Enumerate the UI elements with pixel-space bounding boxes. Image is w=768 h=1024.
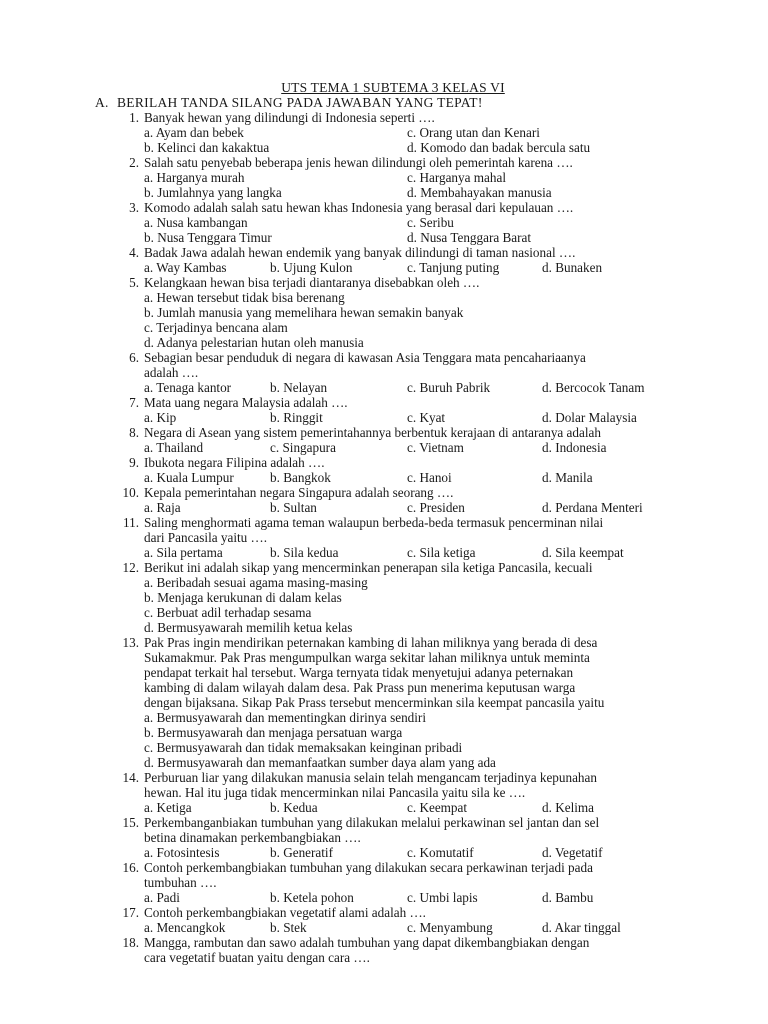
- answer-option[interactable]: a. Ayam dan bebek: [144, 125, 244, 140]
- question-number: 12.: [122, 560, 139, 575]
- question-number: 16.: [122, 860, 139, 875]
- answer-option[interactable]: c. Harganya mahal: [407, 170, 506, 185]
- answer-option[interactable]: b. Stek: [270, 920, 307, 935]
- answer-option[interactable]: b. Nusa Tenggara Timur: [144, 230, 272, 245]
- question-number: 15.: [122, 815, 139, 830]
- answer-option[interactable]: a. Kuala Lumpur: [144, 470, 234, 485]
- answer-option[interactable]: d. Komodo dan badak bercula satu: [407, 140, 591, 155]
- question-text-line: [0, 665, 768, 680]
- question-text: Salah satu penyebab beberapa jenis hewan dilindungi oleh pemerintah karena ….: [144, 155, 573, 170]
- answer-option[interactable]: c. Tanjung puting: [407, 260, 500, 275]
- answer-option[interactable]: c. Buruh Pabrik: [407, 380, 491, 395]
- question-number: 1.: [129, 110, 139, 125]
- answer-option[interactable]: b. Jumlahnya yang langka: [144, 185, 282, 200]
- answer-option[interactable]: c. Orang utan dan Kenari: [407, 125, 540, 140]
- answer-option[interactable]: a. Nusa kambangan: [144, 215, 248, 230]
- question-text-line: [0, 350, 768, 365]
- answer-option[interactable]: d. Bermusyawarah memilih ketua kelas: [144, 620, 353, 635]
- question-text: Negara di Asean yang sistem pemerintahannya berbentuk kerajaan di antaranya adalah: [144, 425, 601, 440]
- answer-options-row: [0, 890, 768, 905]
- question-text-line: [0, 935, 768, 950]
- question-text-line: [0, 875, 768, 890]
- question-item: [0, 635, 768, 770]
- question-text: Komodo adalah salah satu hewan khas Indonesia yang berasal dari kepulauan ….: [144, 200, 574, 215]
- question-text-line: [0, 530, 768, 545]
- answer-option[interactable]: a. Tenaga kantor: [144, 380, 232, 395]
- answer-options-row: [0, 500, 768, 515]
- answer-option[interactable]: b. Jumlah manusia yang memelihara hewan semakin banyak: [144, 305, 464, 320]
- question-text: betina dinamakan perkembangbiakan ….: [144, 830, 361, 845]
- answer-option[interactable]: b. Generatif: [270, 845, 333, 860]
- question-text-line: [0, 905, 768, 920]
- answer-option[interactable]: a. Harganya murah: [144, 170, 245, 185]
- question-number: 13.: [122, 635, 139, 650]
- answer-option[interactable]: b. Ketela pohon: [270, 890, 354, 905]
- question-text: Contoh perkembangbiakan tumbuhan yang dilakukan secara perkawinan terjadi pada: [144, 860, 593, 875]
- answer-option[interactable]: b. Sila kedua: [270, 545, 339, 560]
- answer-option[interactable]: d. Vegetatif: [542, 845, 603, 860]
- question-text-line: [0, 275, 768, 290]
- question-text-line: [0, 830, 768, 845]
- question-text-line: [0, 785, 768, 800]
- question-number: 3.: [129, 200, 139, 215]
- question-list: [0, 110, 768, 965]
- question-text: kambing di dalam wilayah dalam desa. Pak Prass pun menerima keputusan warga: [144, 680, 576, 695]
- answer-option[interactable]: c. Singapura: [270, 440, 336, 455]
- answer-option[interactable]: d. Manila: [542, 470, 593, 485]
- question-number: 18.: [122, 935, 139, 950]
- question-text: Pak Pras ingin mendirikan peternakan kambing di lahan miliknya yang berada di desa: [144, 635, 598, 650]
- answer-options-row: [0, 545, 768, 560]
- question-item: [0, 155, 768, 200]
- answer-option[interactable]: a. Mencangkok: [144, 920, 226, 935]
- answer-option[interactable]: a. Beribadah sesuai agama masing-masing: [144, 575, 368, 590]
- question-item: [0, 905, 768, 935]
- question-item: [0, 860, 768, 905]
- question-number: 6.: [129, 350, 139, 365]
- section-instruction: BERILAH TANDA SILANG PADA JAWABAN YANG TEPAT!: [117, 95, 483, 110]
- question-item: [0, 485, 768, 515]
- question-text: Banyak hewan yang dilindungi di Indonesia seperti ….: [144, 110, 435, 125]
- answer-options-row: [0, 140, 768, 155]
- answer-option[interactable]: c. Komutatif: [407, 845, 474, 860]
- answer-option[interactable]: c. Hanoi: [407, 470, 452, 485]
- answer-option[interactable]: d. Bunaken: [542, 260, 603, 275]
- question-text-line: [0, 770, 768, 785]
- question-number: 9.: [129, 455, 139, 470]
- question-number: 11.: [123, 515, 139, 530]
- answer-option[interactable]: c. Kyat: [407, 410, 446, 425]
- question-item: [0, 200, 768, 245]
- question-text: Mangga, rambutan dan sawo adalah tumbuhan yang dapat dikembangbiakan dengan: [144, 935, 590, 950]
- question-number: 5.: [129, 275, 139, 290]
- answer-option[interactable]: a. Ketiga: [144, 800, 192, 815]
- question-text-line: [0, 455, 768, 470]
- answer-option[interactable]: d. Membahayakan manusia: [407, 185, 552, 200]
- question-item: [0, 245, 768, 275]
- answer-option[interactable]: a. Sila pertama: [144, 545, 223, 560]
- answer-options-row: [0, 470, 768, 485]
- question-text-line: [0, 200, 768, 215]
- question-text-line: [0, 485, 768, 500]
- section-label: A.: [95, 95, 109, 110]
- answer-option[interactable]: b. Sultan: [270, 500, 317, 515]
- question-number: 17.: [122, 905, 139, 920]
- question-text: tumbuhan ….: [144, 875, 217, 890]
- question-text-line: [0, 560, 768, 575]
- answer-option[interactable]: c. Presiden: [407, 500, 465, 515]
- question-number: 10.: [122, 485, 139, 500]
- answer-options-row: [0, 440, 768, 455]
- answer-option[interactable]: c. Berbuat adil terhadap sesama: [144, 605, 312, 620]
- answer-options-row: [0, 125, 768, 140]
- answer-options-row: [0, 410, 768, 425]
- answer-option[interactable]: c. Seribu: [407, 215, 454, 230]
- answer-option[interactable]: d. Sila keempat: [542, 545, 624, 560]
- question-item: [0, 275, 768, 350]
- answer-option[interactable]: c. Umbi lapis: [407, 890, 478, 905]
- question-number: 2.: [129, 155, 139, 170]
- answer-option[interactable]: d. Bercocok Tanam: [542, 380, 645, 395]
- answer-option[interactable]: b. Bermusyawarah dan menjaga persatuan warga: [144, 725, 403, 740]
- answer-options-row: [0, 185, 768, 200]
- question-text: Perburuan liar yang dilakukan manusia selain telah mengancam terjadinya kepunahan: [144, 770, 597, 785]
- question-text-line: [0, 365, 768, 380]
- question-item: [0, 770, 768, 815]
- question-text: cara vegetatif buatan yaitu dengan cara ….: [144, 950, 370, 965]
- answer-options-row: [0, 380, 768, 395]
- answer-option[interactable]: b. Bangkok: [270, 470, 331, 485]
- answer-option[interactable]: c. Menyambung: [407, 920, 493, 935]
- question-text-line: [0, 425, 768, 440]
- answer-option[interactable]: d. Adanya pelestarian hutan oleh manusia: [144, 335, 364, 350]
- question-text: Sukamakmur. Pak Pras mengumpulkan warga sekitar lahan miliknya untuk meminta: [144, 650, 590, 665]
- answer-options-row: [0, 215, 768, 230]
- question-text-line: [0, 515, 768, 530]
- question-text: hewan. Hal itu juga tidak mencerminkan nilai Pancasila yaitu sila ke ….: [144, 785, 526, 800]
- answer-option[interactable]: d. Dolar Malaysia: [542, 410, 637, 425]
- answer-option[interactable]: c. Keempat: [407, 800, 468, 815]
- answer-option[interactable]: d. Akar tinggal: [542, 920, 621, 935]
- answer-option[interactable]: c. Terjadinya bencana alam: [144, 320, 288, 335]
- question-text-line: [0, 815, 768, 830]
- question-number: 14.: [122, 770, 139, 785]
- question-text: Kelangkaan hewan bisa terjadi diantaranya disebabkan oleh ….: [144, 275, 480, 290]
- question-text-line: [0, 680, 768, 695]
- answer-option[interactable]: d. Indonesia: [542, 440, 607, 455]
- question-text-line: [0, 245, 768, 260]
- question-item: [0, 935, 768, 965]
- answer-option[interactable]: d. Perdana Menteri: [542, 500, 643, 515]
- section-heading: [95, 95, 483, 110]
- question-text-line: [0, 395, 768, 410]
- question-item: [0, 815, 768, 860]
- question-text: pendapat terkait hal tersebut. Warga ternyata tidak menyetujui adanya peternakan: [144, 665, 574, 680]
- answer-options-row: [0, 920, 768, 935]
- answer-option[interactable]: b. Ujung Kulon: [270, 260, 353, 275]
- question-text-line: [0, 695, 768, 710]
- question-item: [0, 350, 768, 395]
- answer-option[interactable]: c. Bermusyawarah dan tidak memaksakan keinginan pribadi: [144, 740, 463, 755]
- answer-options-row: [0, 845, 768, 860]
- question-text: Kepala pemerintahan negara Singapura adalah seorang ….: [144, 485, 454, 500]
- answer-option[interactable]: a. Bermusyawarah dan mementingkan dirinya sendiri: [144, 710, 426, 725]
- answer-option[interactable]: a. Thailand: [144, 440, 204, 455]
- answer-option[interactable]: a. Way Kambas: [144, 260, 227, 275]
- question-text: Mata uang negara Malaysia adalah ….: [144, 395, 348, 410]
- question-text: Saling menghormati agama teman walaupun berbeda-beda termasuk pencerminan nilai: [144, 515, 604, 530]
- answer-option[interactable]: d. Kelima: [542, 800, 595, 815]
- answer-option[interactable]: d. Bambu: [542, 890, 594, 905]
- answer-options-row: [0, 800, 768, 815]
- question-item: [0, 560, 768, 635]
- answer-options-row: [0, 170, 768, 185]
- page-title: UTS TEMA 1 SUBTEMA 3 KELAS VI: [281, 80, 505, 95]
- answer-option[interactable]: b. Kelinci dan kakaktua: [144, 140, 270, 155]
- question-text-line: [0, 950, 768, 965]
- answer-options-row: [0, 260, 768, 275]
- answer-option[interactable]: d. Nusa Tenggara Barat: [407, 230, 532, 245]
- answer-option[interactable]: b. Kedua: [270, 800, 318, 815]
- question-text: dari Pancasila yaitu ….: [144, 530, 268, 545]
- answer-option[interactable]: a. Kip: [144, 410, 177, 425]
- question-text-line: [0, 860, 768, 875]
- question-text: Perkembanganbiakan tumbuhan yang dilakukan melalui perkawinan sel jantan dan sel: [144, 815, 600, 830]
- answer-option[interactable]: b. Nelayan: [270, 380, 328, 395]
- answer-option[interactable]: c. Vietnam: [407, 440, 464, 455]
- question-number: 7.: [129, 395, 139, 410]
- question-number: 8.: [129, 425, 139, 440]
- answer-option[interactable]: d. Bermusyawarah dan memanfaatkan sumber daya alam yang ada: [144, 755, 496, 770]
- answer-option[interactable]: a. Raja: [144, 500, 181, 515]
- answer-option[interactable]: b. Menjaga kerukunan di dalam kelas: [144, 590, 342, 605]
- question-text: adalah ….: [144, 365, 199, 380]
- question-text-line: [0, 635, 768, 650]
- question-number: 4.: [129, 245, 139, 260]
- question-text: Ibukota negara Filipina adalah ….: [144, 455, 325, 470]
- answer-options-row: [0, 230, 768, 245]
- question-text: Berikut ini adalah sikap yang mencerminkan penerapan sila ketiga Pancasila, kecuali: [144, 560, 593, 575]
- question-item: [0, 395, 768, 425]
- answer-option[interactable]: a. Fotosintesis: [144, 845, 220, 860]
- question-text: Sebagian besar penduduk di negara di kawasan Asia Tenggara mata pencahariaanya: [144, 350, 586, 365]
- answer-option[interactable]: a. Hewan tersebut tidak bisa berenang: [144, 290, 345, 305]
- question-item: [0, 110, 768, 155]
- question-text-line: [0, 650, 768, 665]
- answer-option[interactable]: c. Sila ketiga: [407, 545, 476, 560]
- question-item: [0, 455, 768, 485]
- question-text: dengan bijaksana. Sikap Pak Prass tersebut mencerminkan sila keempat pancasila yaitu: [144, 695, 605, 710]
- question-item: [0, 515, 768, 560]
- question-text: Badak Jawa adalah hewan endemik yang banyak dilindungi di taman nasional ….: [144, 245, 576, 260]
- answer-option[interactable]: a. Padi: [144, 890, 180, 905]
- question-item: [0, 425, 768, 455]
- question-text: Contoh perkembangbiakan vegetatif alami adalah ….: [144, 905, 426, 920]
- answer-option[interactable]: b. Ringgit: [270, 410, 323, 425]
- question-text-line: [0, 110, 768, 125]
- question-text-line: [0, 155, 768, 170]
